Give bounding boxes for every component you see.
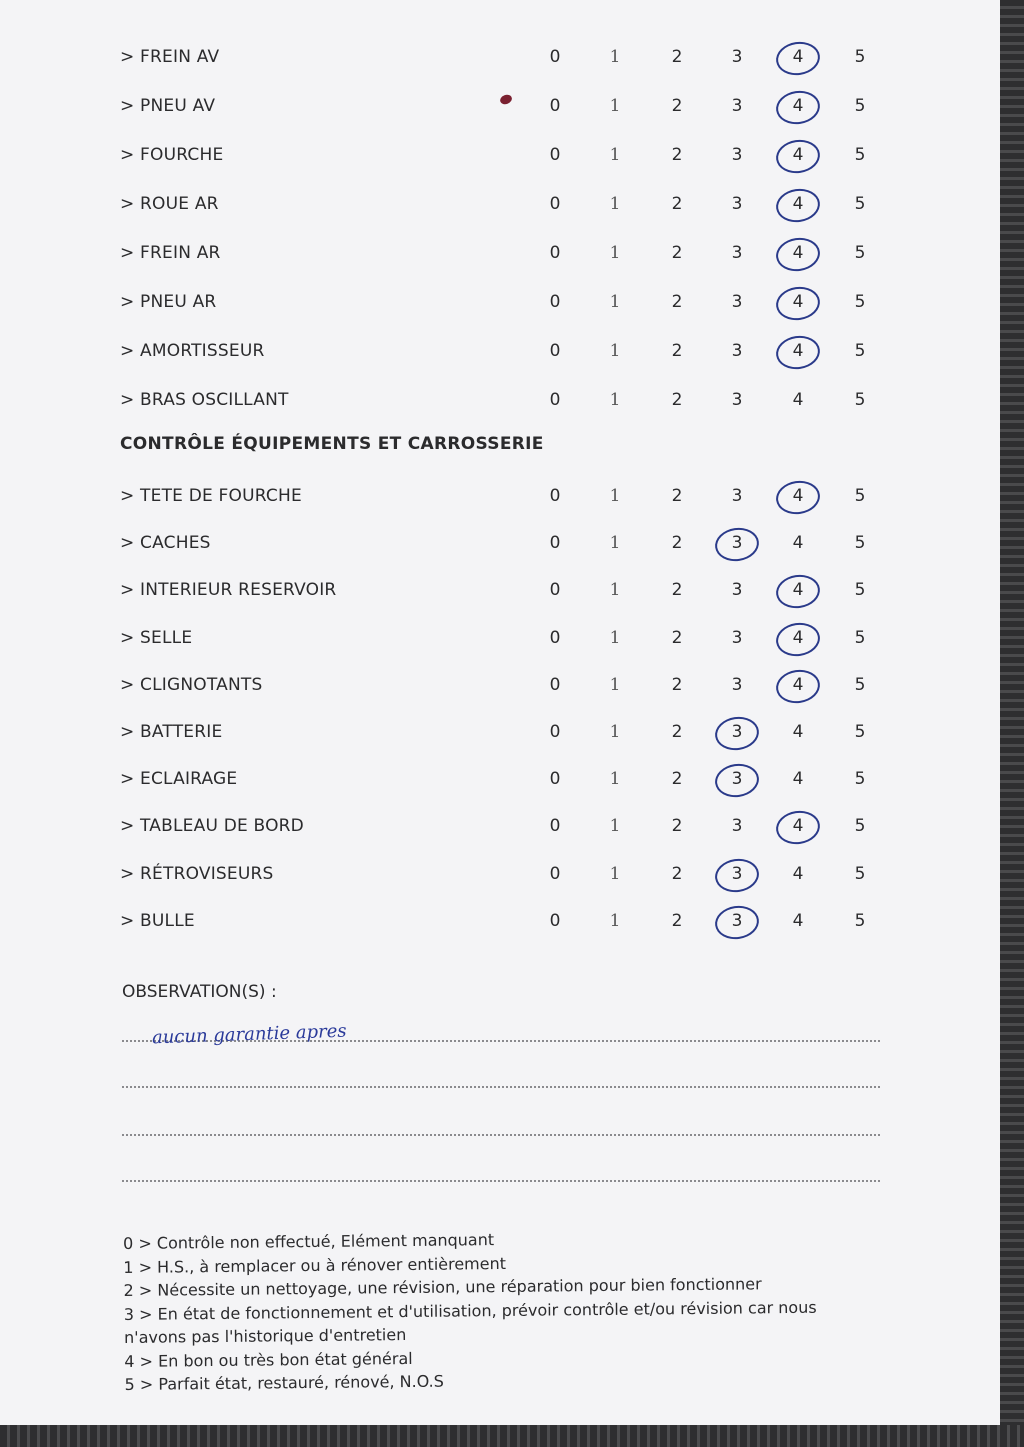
rating-row: [0, 858, 1000, 898]
score-option[interactable]: 0: [549, 292, 561, 312]
score-option[interactable]: 4: [792, 863, 804, 884]
rating-row: [0, 139, 1000, 179]
score-option[interactable]: 1: [609, 243, 621, 263]
score-option[interactable]: 0: [549, 96, 561, 116]
score-option[interactable]: 2: [671, 674, 683, 695]
row-label: > PNEU AV: [120, 96, 216, 116]
row-label: > FOURCHE: [120, 145, 224, 165]
score-option[interactable]: 0: [549, 486, 561, 506]
score-option[interactable]: 1: [609, 816, 621, 837]
score-option[interactable]: 2: [671, 243, 683, 263]
score-option[interactable]: 1: [609, 96, 621, 116]
score-option[interactable]: 5: [854, 194, 866, 214]
score-option[interactable]: 4: [792, 722, 804, 742]
circled-score[interactable]: 3: [722, 769, 752, 789]
score-option[interactable]: 5: [854, 816, 866, 837]
circled-score[interactable]: 4: [783, 486, 813, 506]
section-title: CONTRÔLE ÉQUIPEMENTS ET CARROSSERIE: [120, 434, 544, 454]
score-option[interactable]: 3: [731, 580, 743, 601]
row-label: > TABLEAU DE BORD: [120, 816, 304, 837]
circled-score[interactable]: 4: [783, 96, 813, 116]
score-option[interactable]: 1: [609, 292, 621, 312]
rating-row: [0, 527, 1000, 567]
score-option[interactable]: 0: [549, 390, 561, 410]
score-option[interactable]: 0: [549, 341, 561, 361]
score-option[interactable]: 3: [731, 145, 743, 165]
row-label: > SELLE: [120, 627, 193, 648]
score-option[interactable]: 3: [731, 816, 743, 837]
score-option[interactable]: 0: [549, 910, 561, 931]
score-option[interactable]: 2: [671, 533, 683, 554]
row-label: > BULLE: [120, 910, 195, 931]
score-option[interactable]: 2: [671, 580, 683, 601]
legend-line: 4 > En bon ou très bon état général: [124, 1348, 413, 1371]
score-option[interactable]: 3: [731, 341, 743, 361]
legend-line: 5 > Parfait état, restauré, rénové, N.O.S: [124, 1371, 444, 1394]
score-option[interactable]: 5: [854, 390, 866, 410]
circled-score[interactable]: 4: [783, 816, 813, 836]
score-option[interactable]: 0: [549, 769, 561, 790]
score-option[interactable]: 5: [854, 769, 866, 790]
row-label: > AMORTISSEUR: [120, 341, 265, 361]
legend-line: 0 > Contrôle non effectué, Elément manquant: [123, 1230, 495, 1253]
score-option[interactable]: 4: [792, 910, 804, 931]
score-option[interactable]: 0: [549, 533, 561, 554]
circled-score[interactable]: 3: [722, 911, 752, 931]
score-option[interactable]: 0: [549, 47, 561, 67]
score-option[interactable]: 3: [731, 627, 743, 648]
score-option[interactable]: 5: [854, 580, 866, 601]
rating-row: [0, 810, 1000, 850]
legend-line: 1 > H.S., à remplacer ou à rénover entièrement: [123, 1253, 507, 1277]
score-option[interactable]: 0: [549, 816, 561, 837]
rating-row: [0, 574, 1000, 614]
score-option[interactable]: 1: [609, 194, 621, 214]
score-option[interactable]: 3: [731, 292, 743, 312]
rating-row: [0, 480, 1000, 520]
circled-score[interactable]: 4: [783, 145, 813, 165]
score-option[interactable]: 2: [671, 292, 683, 312]
score-option[interactable]: 0: [549, 580, 561, 601]
row-label: > INTERIEUR RESERVOIR: [120, 580, 337, 601]
rating-row: [0, 237, 1000, 277]
score-option[interactable]: 2: [671, 390, 683, 410]
score-option[interactable]: 1: [609, 674, 621, 695]
score-option[interactable]: 1: [609, 145, 621, 165]
circled-score[interactable]: 3: [722, 533, 752, 553]
score-option[interactable]: 2: [671, 341, 683, 361]
rating-row: [0, 669, 1000, 709]
rating-row: [0, 188, 1000, 228]
circled-score[interactable]: 4: [783, 292, 813, 312]
score-option[interactable]: 3: [731, 674, 743, 695]
row-label: > CACHES: [120, 533, 211, 554]
row-label: > CLIGNOTANTS: [120, 674, 263, 695]
circled-score[interactable]: 4: [783, 194, 813, 214]
score-option[interactable]: 1: [609, 341, 621, 361]
circled-score[interactable]: 4: [783, 675, 813, 695]
score-option[interactable]: 1: [609, 390, 621, 410]
row-label: > FREIN AR: [120, 243, 221, 263]
circled-score[interactable]: 3: [722, 864, 752, 884]
row-label: > PNEU AR: [120, 292, 217, 312]
rating-row: [0, 716, 1000, 756]
score-option[interactable]: 1: [609, 627, 621, 648]
score-option[interactable]: 5: [854, 292, 866, 312]
rating-row: [0, 905, 1000, 945]
score-option[interactable]: 2: [671, 194, 683, 214]
binder-edge-bottom: [0, 1425, 1024, 1447]
rating-row: [0, 41, 1000, 81]
score-option[interactable]: 1: [609, 47, 621, 67]
score-option[interactable]: 4: [792, 533, 804, 554]
score-option[interactable]: 1: [609, 863, 621, 884]
score-option[interactable]: 5: [854, 341, 866, 361]
score-option[interactable]: 3: [731, 47, 743, 67]
row-label: > ROUE AR: [120, 194, 219, 214]
score-option[interactable]: 5: [854, 722, 866, 742]
legend-line: 3 > En état de fonctionnement et d'utilisation, prévoir contrôle et/ou révision car nous: [123, 1297, 817, 1324]
score-option[interactable]: 3: [731, 96, 743, 116]
circled-score[interactable]: 4: [783, 628, 813, 648]
handwritten-observation: aucun garantie apres: [151, 1020, 347, 1049]
score-option[interactable]: 2: [671, 47, 683, 67]
score-option[interactable]: 3: [731, 243, 743, 263]
score-option[interactable]: 1: [609, 580, 621, 601]
score-option[interactable]: 0: [549, 194, 561, 214]
score-option[interactable]: 5: [854, 47, 866, 67]
score-option[interactable]: 5: [854, 96, 866, 116]
score-option[interactable]: 2: [671, 910, 683, 931]
row-label: > BRAS OSCILLANT: [120, 390, 289, 410]
score-option[interactable]: 0: [549, 674, 561, 695]
rating-row: [0, 286, 1000, 326]
observation-line: [122, 1180, 880, 1182]
score-option[interactable]: 5: [854, 627, 866, 648]
circled-score[interactable]: 4: [783, 47, 813, 67]
score-option[interactable]: 1: [609, 533, 621, 554]
score-option[interactable]: 2: [671, 816, 683, 837]
score-option[interactable]: 2: [671, 145, 683, 165]
row-label: > TETE DE FOURCHE: [120, 486, 302, 506]
circled-score[interactable]: 4: [783, 580, 813, 600]
rating-row: [0, 384, 1000, 424]
score-option[interactable]: 2: [671, 96, 683, 116]
score-option[interactable]: 4: [792, 390, 804, 410]
circled-score[interactable]: 4: [783, 341, 813, 361]
row-label: > BATTERIE: [120, 722, 223, 742]
score-option[interactable]: 5: [854, 533, 866, 554]
score-option[interactable]: 4: [792, 769, 804, 790]
score-option[interactable]: 0: [549, 243, 561, 263]
rating-row: [0, 90, 1000, 130]
score-option[interactable]: 2: [671, 769, 683, 790]
score-option[interactable]: 5: [854, 486, 866, 506]
score-option[interactable]: 2: [671, 863, 683, 884]
score-option[interactable]: 3: [731, 486, 743, 506]
score-option[interactable]: 0: [549, 863, 561, 884]
score-option[interactable]: 1: [609, 722, 621, 742]
score-option[interactable]: 3: [731, 194, 743, 214]
row-label: > ECLAIRAGE: [120, 769, 238, 790]
score-option[interactable]: 0: [549, 722, 561, 742]
score-option[interactable]: 2: [671, 486, 683, 506]
legend-line: n'avons pas l'historique d'entretien: [124, 1325, 407, 1347]
row-label: > RÉTROVISEURS: [120, 863, 274, 884]
circled-score[interactable]: 3: [722, 722, 752, 742]
rating-row: [0, 335, 1000, 375]
observation-line: [122, 1086, 880, 1088]
rating-row: [0, 763, 1000, 803]
score-option[interactable]: 0: [549, 627, 561, 648]
rating-row: [0, 622, 1000, 662]
circled-score[interactable]: 4: [783, 243, 813, 263]
score-option[interactable]: 0: [549, 145, 561, 165]
score-option[interactable]: 1: [609, 769, 621, 790]
score-option[interactable]: 5: [854, 863, 866, 884]
score-legend: [123, 1224, 885, 1396]
observation-line: [122, 1134, 880, 1136]
score-option[interactable]: 5: [854, 910, 866, 931]
binder-edge: [1000, 0, 1024, 1447]
score-option[interactable]: 5: [854, 674, 866, 695]
row-label: > FREIN AV: [120, 47, 220, 67]
score-option[interactable]: 3: [731, 390, 743, 410]
score-option[interactable]: 2: [671, 722, 683, 742]
score-option[interactable]: 5: [854, 145, 866, 165]
score-option[interactable]: 5: [854, 243, 866, 263]
score-option[interactable]: 2: [671, 627, 683, 648]
observations-label: OBSERVATION(S) :: [122, 982, 277, 1002]
score-option[interactable]: 1: [609, 486, 621, 506]
score-option[interactable]: 1: [609, 910, 621, 931]
legend-line: 2 > Nécessite un nettoyage, une révision, une réparation pour bien fonctionner: [123, 1274, 762, 1300]
